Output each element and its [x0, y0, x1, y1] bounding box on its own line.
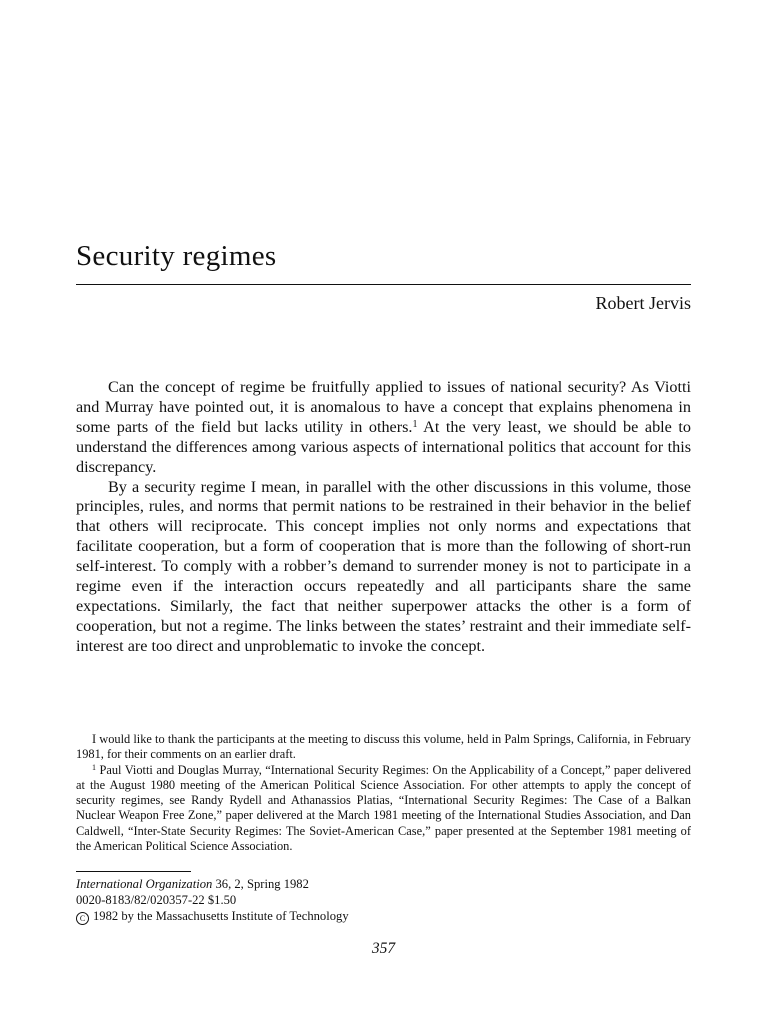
copyright-text: 1982 by the Massachusetts Institute of Technology: [93, 909, 349, 923]
journal-name: International Organization: [76, 877, 213, 891]
copyright-icon: C: [76, 912, 89, 925]
footnote-1-text: Paul Viotti and Douglas Murray, “International Security Regimes: On the Applicability of a Concept,” paper delivered at the August 1980 meeting of the American Political Science Association. For other attempts to apply the concept of security regimes, see Randy Rydell and Athanassios Platias, “International Security Regimes: The Case of a Balkan Nuclear Weapon Free Zone,” paper delivered at the March 1981 meeting of the International Studies Association, and Dan Caldwell, “Inter-State Security Regimes: The Soviet-American Case,” paper presented at the September 1981 meeting of the American Political Science Association.: [76, 762, 691, 854]
body-paragraph-1: [76, 378, 691, 478]
article-author: Robert Jervis: [595, 293, 691, 313]
footnotes: [76, 732, 691, 854]
title-rule: [76, 284, 691, 285]
body-paragraph-2: By a security regime I mean, in parallel with the other discussions in this volume, those principles, rules, and norms that permit nations to be restrained in their behavior in the belief that others will reciprocate. This concept implies not only norms and expectations that facilitate cooperation, but a form of cooperation that is more than the following of short-run self-interest. To comply with a robber’s demand to surrender money is not to participate in a regime even if the interaction occurs repeatedly and all participants share the same expectations. Similarly, the fact that neither superpower attacks the other is a form of cooperation, but not a regime. The links between the states’ restraint and their immediate self-interest are too direct and unproblematic to invoke the concept.: [76, 477, 691, 655]
footnote-1: [76, 763, 691, 855]
publication-info: [76, 876, 349, 925]
copyright-line: [76, 908, 349, 925]
footnote-1-marker: 1: [92, 762, 96, 772]
footnote-marker-1: 1: [412, 418, 418, 430]
page-number: 357: [371, 940, 396, 957]
journal-code: 0020-8183/82/020357-22 $1.50: [76, 893, 237, 907]
acknowledgment-note: I would like to thank the participants at the meeting to discuss this volume, held in Palm Springs, California, in February 1981, for their comments on an earlier draft.: [76, 732, 691, 762]
article-title: Security regimes: [76, 240, 277, 272]
body-paragraph-1-text-b: At the very least, we should be able to understand the differences among various aspects of international politics that account for this discrepancy.: [76, 417, 691, 476]
body-paragraph-1-text-a: Can the concept of regime be fruitfully applied to issues of national security? As Viotti and Murray have pointed out, it is anomalous to have a concept that explains phenomena in some parts of the field but lacks utility in others.: [76, 378, 691, 436]
footnote-divider: [76, 871, 191, 872]
journal-citation: [76, 876, 349, 892]
journal-issue: 36, 2, Spring 1982: [212, 877, 309, 891]
article-body: [76, 378, 691, 657]
